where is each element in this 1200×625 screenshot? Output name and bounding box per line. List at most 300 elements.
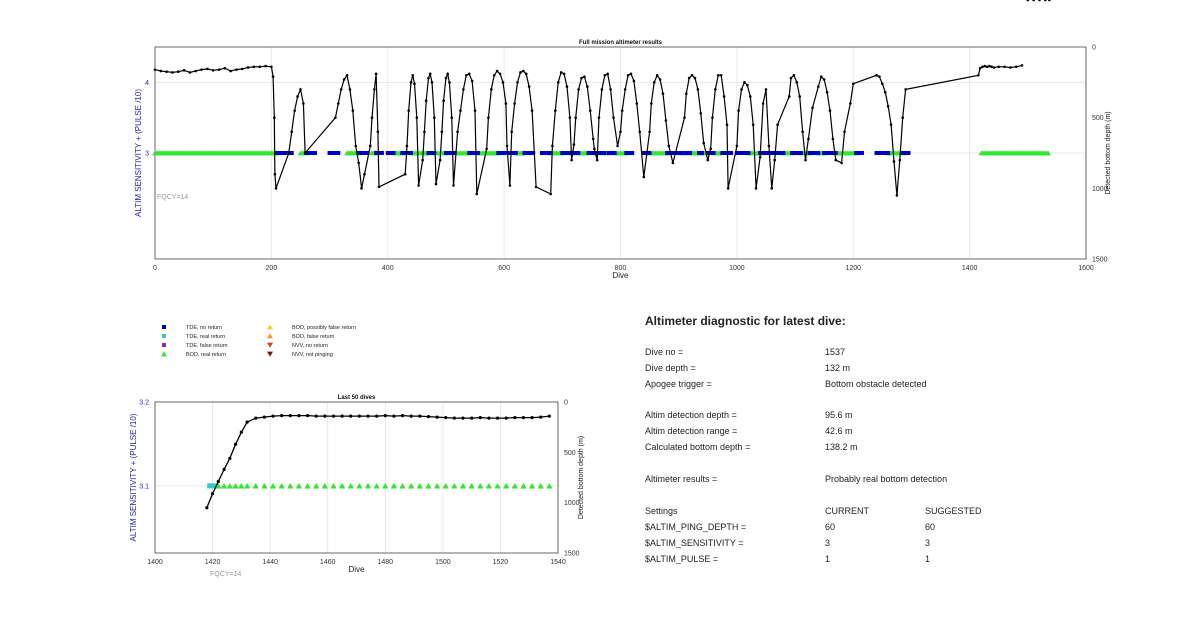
bottom-depth-point: [241, 68, 244, 71]
bottom-depth-point: [413, 82, 416, 85]
x-tick-label: 600: [498, 265, 510, 272]
bottom-depth-point: [302, 102, 305, 105]
diagnostic-panel: [645, 310, 1185, 564]
y-left-axis-label: ALTIM SENSITIVITY + (PULSE /10): [134, 89, 143, 217]
bottom-depth-point: [487, 116, 490, 119]
bottom-depth-point: [441, 131, 444, 134]
bottom-depth-point: [404, 173, 407, 176]
bottom-depth-point: [683, 116, 686, 119]
bottom-depth-point: [435, 183, 438, 186]
bottom-depth-point: [299, 88, 302, 91]
bottom-depth-point: [493, 74, 496, 77]
tde-no-return-marker: [700, 151, 704, 155]
x-tick-label: 1400: [147, 559, 163, 566]
bottom-depth-point: [589, 109, 592, 112]
bottom-depth-point: [433, 116, 436, 119]
bottom-depth-point: [456, 131, 459, 134]
bottom-depth-point: [773, 159, 776, 162]
tde-no-return-marker: [409, 151, 413, 155]
bottom-depth-point: [981, 65, 984, 68]
y-right-axis-label: Detected bottom depth (m): [1105, 111, 1112, 195]
bottom-depth-point: [601, 88, 604, 91]
diag-row: Dive depth = 132 m: [645, 363, 851, 373]
bottom-depth-point: [752, 123, 755, 126]
legend-item: [267, 333, 335, 340]
bottom-depth-point: [790, 77, 793, 80]
legend-label: TDE, no return: [186, 325, 223, 331]
setting-row: $ALTIM_SENSITIVITY = 3 3: [645, 538, 931, 548]
diag-row: Dive no = 1537: [645, 347, 846, 357]
x-tick-label: 800: [614, 265, 627, 272]
bottom-depth-point: [665, 119, 668, 122]
bottom-depth-point: [212, 69, 215, 72]
setting-row: $ALTIM_PING_DEPTH = 60 60: [645, 522, 936, 532]
chart-title: Last 50 dives: [337, 395, 376, 401]
bottom-depth-point: [452, 184, 455, 187]
diag-row: Calculated bottom depth = 138.2 m: [645, 442, 858, 452]
diag-row: Altim detection range = 42.6 m: [645, 426, 853, 436]
bottom-depth-point: [548, 414, 551, 417]
bottom-depth-point: [522, 70, 525, 73]
bottom-depth-point: [598, 116, 601, 119]
bottom-depth-point: [796, 81, 799, 84]
bottom-depth-point: [288, 152, 291, 155]
bottom-depth-point: [997, 65, 1000, 68]
bottom-depth-point: [373, 88, 376, 91]
bottom-depth-point: [165, 70, 168, 73]
full-mission-chart: [0, 0, 1200, 300]
bottom-depth-point: [699, 112, 702, 115]
bottom-depth-point: [528, 85, 531, 88]
bottom-depth-point: [427, 77, 430, 80]
legend-item: [162, 325, 222, 331]
bottom-depth-point: [485, 147, 488, 150]
bottom-depth-point: [557, 81, 560, 84]
legend-item: [267, 343, 328, 349]
bottom-depth-point: [275, 187, 278, 190]
legend-item: [162, 334, 225, 340]
y-left-tick-label: 3: [145, 150, 149, 158]
bottom-depth-point: [896, 194, 899, 197]
bottom-depth-point: [306, 414, 309, 417]
bottom-depth-point: [834, 159, 837, 162]
bottom-depth-point: [499, 73, 502, 76]
bottom-depth-point: [406, 145, 409, 148]
legend-item: [267, 352, 333, 358]
bottom-depth-point: [502, 81, 505, 84]
bottom-depth-point: [290, 131, 293, 134]
bottom-depth-point: [450, 116, 453, 119]
legend-square-icon: [162, 343, 166, 347]
x-tick-label: 1000: [729, 265, 745, 272]
bottom-depth-point: [349, 88, 352, 91]
bottom-depth-point: [354, 145, 357, 148]
x-tick-label: 0: [153, 265, 157, 272]
bottom-depth-point: [496, 417, 499, 420]
bottom-depth-point: [986, 65, 989, 68]
bottom-depth-point: [804, 159, 807, 162]
bottom-depth-point: [884, 91, 887, 94]
bottom-depth-point: [234, 443, 237, 446]
bottom-depth-point: [624, 88, 627, 91]
bottom-depth-point: [648, 131, 651, 134]
bottom-depth-point: [357, 162, 360, 165]
diag-row: Altimeter results = Probably real bottom detection: [645, 474, 948, 484]
bottom-depth-point: [642, 176, 645, 179]
bottom-depth-point: [737, 109, 740, 112]
bottom-depth-point: [720, 74, 723, 77]
tde-no-return-marker: [336, 151, 340, 155]
bottom-depth-point: [247, 66, 250, 69]
tde-no-return-marker: [816, 151, 820, 155]
diagnostic-title: Altimeter diagnostic for latest dive:: [645, 314, 846, 328]
bottom-depth-point: [823, 78, 826, 81]
bottom-depth-point: [416, 116, 419, 119]
bottom-depth-point: [569, 116, 572, 119]
bottom-depth-point: [736, 145, 739, 148]
bottom-depth-point: [224, 67, 227, 70]
bottom-depth-point: [746, 84, 749, 87]
bottom-depth-point: [427, 415, 430, 418]
bottom-depth-point: [272, 75, 275, 78]
bottom-depth-point: [346, 74, 349, 77]
x-tick-label: 1520: [492, 559, 509, 566]
tde-no-return-marker: [886, 151, 890, 155]
y-right-axis-label: Detected bottom depth (m): [578, 435, 585, 520]
x-tick-label: 1540: [550, 559, 566, 566]
bottom-depth-point: [516, 81, 519, 84]
y-right-tick-label: 500: [1092, 115, 1104, 123]
bottom-depth-point: [369, 145, 372, 148]
bottom-depth-point: [749, 95, 752, 98]
bottom-depth-point: [274, 173, 277, 176]
legend-label: TDE, false return: [186, 343, 228, 349]
bottom-depth-point: [519, 71, 522, 74]
bottom-depth-point: [358, 414, 361, 417]
legend-triangle-icon: [267, 343, 273, 348]
bottom-depth-point: [505, 102, 508, 105]
bottom-depth-point: [401, 414, 404, 417]
bottom-depth-point: [378, 186, 381, 189]
bottom-depth-point: [811, 106, 814, 109]
bottom-depth-point: [904, 88, 907, 91]
y-right-tick-label: 0: [1092, 44, 1096, 52]
x-tick-label: 1600: [1078, 265, 1094, 272]
bottom-depth-point: [793, 74, 796, 77]
bottom-depth-point: [343, 78, 346, 81]
legend-triangle-icon: [267, 324, 273, 329]
bottom-depth-point: [235, 68, 238, 71]
bottom-depth-point: [211, 492, 214, 495]
bottom-depth-point: [740, 88, 743, 91]
legend-label: NVV, not pinging: [292, 352, 333, 358]
bottom-depth-point: [222, 468, 225, 471]
bottom-depth-point: [685, 92, 688, 95]
bottom-depth-point: [592, 138, 595, 141]
bottom-depth-point: [522, 416, 525, 419]
legend-triangle-icon: [161, 351, 167, 356]
bottom-depth-point: [431, 81, 434, 84]
bottom-depth-point: [228, 457, 231, 460]
bottom-depth-point: [461, 417, 464, 420]
x-axis-label: Dive: [348, 565, 365, 574]
bottom-depth-point: [993, 66, 996, 69]
bottom-depth-point: [509, 184, 512, 187]
legend-triangle-icon: [267, 333, 273, 338]
bottom-depth-point: [539, 416, 542, 419]
bottom-depth-point: [496, 70, 499, 73]
bottom-depth-point: [801, 131, 804, 134]
bottom-depth-point: [448, 81, 451, 84]
bottom-depth-point: [470, 417, 473, 420]
bottom-depth-point: [340, 88, 343, 91]
diag-row: Apogee trigger = Bottom obstacle detected: [645, 379, 927, 389]
bottom-depth-point: [459, 109, 462, 112]
tde-no-return-marker: [630, 151, 634, 155]
legend-label: TDE, real return: [186, 334, 226, 340]
bottom-depth-point: [566, 85, 569, 88]
bottom-depth-point: [1021, 64, 1024, 67]
bottom-depth-point: [723, 95, 726, 98]
bottom-depth-point: [612, 116, 615, 119]
bottom-depth-point: [726, 123, 729, 126]
bottom-depth-point: [392, 414, 395, 417]
bottom-depth-point: [263, 416, 266, 419]
bottom-depth-point: [979, 67, 982, 70]
x-tick-label: 1400: [961, 265, 978, 272]
bottom-depth-point: [332, 414, 335, 417]
bottom-depth-point: [183, 69, 186, 72]
bottom-depth-point: [1038, 0, 1041, 1]
bottom-depth-point: [977, 74, 980, 77]
bottom-depth-point: [360, 187, 363, 190]
tde-no-return-marker: [688, 151, 692, 155]
bottom-depth-point: [843, 131, 846, 134]
bottom-depth-point: [341, 414, 344, 417]
bottom-depth-point: [887, 105, 890, 108]
bottom-depth-point: [177, 70, 180, 73]
y-left-tick-label: 4: [145, 79, 149, 87]
bottom-depth-point: [672, 162, 675, 165]
bottom-depth-point: [439, 159, 442, 162]
bottom-depth-point: [270, 65, 273, 68]
bottom-depth-point: [337, 102, 340, 105]
bottom-depth-point: [506, 145, 509, 148]
tde-no-return-marker: [712, 151, 716, 155]
bottom-depth-point: [474, 109, 477, 112]
bottom-depth-point: [549, 193, 552, 196]
bottom-depth-point: [619, 131, 622, 134]
bottom-depth-point: [410, 81, 413, 84]
y-left-tick-label: 3.2: [139, 399, 149, 407]
y-right-tick-label: 500: [564, 449, 576, 457]
bottom-depth-point: [688, 77, 691, 80]
setting-row: $ALTIM_PULSE = 1 1: [645, 554, 931, 564]
last-50-dives-chart: [0, 385, 620, 625]
y-left-axis-label: ALTIM SENSITIVITY + (PULSE /10): [129, 413, 138, 542]
bottom-depth-point: [1032, 0, 1035, 1]
bottom-depth-point: [875, 74, 878, 77]
bottom-depth-point: [375, 73, 378, 76]
tde-no-return-marker: [648, 151, 652, 155]
bottom-depth-point: [603, 74, 606, 77]
chart-title: Full mission altimeter results: [578, 40, 663, 46]
fqcy-annotation: FQCY=14: [210, 571, 242, 578]
tde-no-return-marker: [799, 151, 803, 155]
bottom-depth-point: [832, 138, 835, 141]
y-left-tick-label: 3.1: [139, 483, 149, 491]
bottom-depth-point: [417, 184, 420, 187]
bottom-depth-point: [798, 95, 801, 98]
bottom-depth-point: [709, 147, 712, 150]
legend-item: [162, 343, 228, 349]
bottom-depth-point: [650, 102, 653, 105]
bottom-depth-point: [429, 73, 432, 76]
bottom-depth-point: [881, 82, 884, 85]
tde-no-return-marker: [392, 151, 396, 155]
tde-no-return-marker: [680, 151, 684, 155]
bottom-depth-point: [714, 88, 717, 91]
bottom-depth-point: [366, 414, 369, 417]
x-tick-label: 400: [381, 265, 394, 272]
tde-no-return-marker: [907, 151, 911, 155]
bottom-depth-point: [418, 414, 421, 417]
y-right-tick-label: 1000: [1092, 185, 1108, 193]
bottom-depth-point: [217, 480, 220, 483]
bottom-depth-point: [849, 102, 852, 105]
bottom-depth-point: [154, 68, 157, 71]
x-tick-label: 1500: [435, 559, 451, 566]
tde-no-return-marker: [380, 151, 384, 155]
bottom-depth-point: [490, 88, 493, 91]
bottom-depth-point: [829, 109, 832, 112]
bottom-depth-point: [893, 160, 896, 163]
bottom-depth-point: [436, 416, 439, 419]
bottom-depth-point: [1027, 0, 1030, 1]
bottom-depth-point: [755, 187, 758, 190]
bottom-depth-point: [171, 71, 174, 74]
bottom-depth-point: [630, 73, 633, 76]
bottom-depth-point: [717, 74, 720, 77]
legend-label: BOD, false return: [292, 334, 335, 340]
bottom-depth-point: [189, 71, 192, 74]
bottom-depth-point: [638, 131, 641, 134]
bottom-depth-point: [487, 417, 490, 420]
bottom-depth-point: [616, 145, 619, 148]
bottom-depth-point: [662, 92, 665, 95]
bottom-depth-point: [635, 102, 638, 105]
bottom-depth-point: [200, 68, 203, 71]
bottom-depth-point: [627, 74, 630, 77]
bottom-depth-point: [633, 80, 636, 83]
bottom-depth-point: [694, 77, 697, 80]
bottom-depth-point: [462, 88, 465, 91]
bottom-depth-point: [531, 109, 534, 112]
bottom-depth-point: [988, 65, 991, 68]
bottom-depth-point: [606, 73, 609, 76]
bottom-depth-point: [363, 173, 366, 176]
plot-area: [155, 402, 558, 553]
bottom-depth-point: [759, 156, 762, 159]
bottom-depth-point: [653, 81, 656, 84]
x-tick-label: 1480: [377, 559, 394, 566]
bottom-depth-point: [304, 152, 307, 155]
bottom-depth-point: [293, 109, 296, 112]
legend-label: BOD, possibly false return: [292, 325, 356, 331]
bottom-depth-point: [254, 417, 257, 420]
bottom-depth-point: [573, 143, 576, 146]
bottom-depth-point: [743, 81, 746, 84]
tde-no-return-marker: [860, 151, 864, 155]
bottom-depth-point: [468, 73, 471, 76]
bottom-depth-point: [273, 116, 276, 119]
tde-no-return-marker: [576, 151, 580, 155]
bottom-depth-point: [315, 414, 318, 417]
legend-square-icon: [162, 325, 166, 329]
bottom-depth-point: [1009, 66, 1012, 69]
bottom-depth-point: [697, 88, 700, 91]
bottom-depth-point: [583, 75, 586, 78]
x-axis-label: Dive: [612, 271, 629, 280]
bottom-depth-point: [563, 73, 566, 76]
legend-label: BOD, real return: [186, 352, 227, 358]
bottom-depth-point: [1003, 65, 1006, 68]
bottom-depth-point: [297, 414, 300, 417]
bottom-depth-point: [280, 414, 283, 417]
tde-no-return-marker: [781, 151, 785, 155]
x-tick-label: 1460: [319, 559, 336, 566]
bottom-depth-point: [667, 145, 670, 148]
legend-label: NVV, no return: [292, 343, 328, 349]
bottom-depth-point: [706, 159, 709, 162]
bottom-depth-point: [554, 109, 557, 112]
bottom-depth-point: [205, 506, 208, 509]
bottom-depth-point: [442, 99, 445, 102]
bottom-depth-point: [218, 68, 221, 71]
bottom-depth-point: [513, 102, 516, 105]
bottom-depth-point: [453, 417, 456, 420]
x-tick-label: 1200: [845, 265, 862, 272]
bottom-depth-point: [593, 147, 596, 150]
bottom-depth-point: [852, 82, 855, 85]
bottom-depth-point: [551, 145, 554, 148]
bottom-depth-point: [349, 414, 352, 417]
tde-no-return-marker: [747, 151, 751, 155]
bottom-depth-point: [289, 414, 292, 417]
bottom-depth-point: [411, 74, 414, 77]
bottom-depth-point: [479, 416, 482, 419]
bottom-depth-point: [765, 88, 768, 91]
bottom-depth-point: [334, 116, 337, 119]
bottom-depth-point: [253, 65, 256, 68]
bottom-depth-point: [817, 85, 820, 88]
bottom-depth-point: [1015, 65, 1018, 68]
bottom-depth-point: [258, 65, 261, 68]
tde-no-return-marker: [514, 151, 518, 155]
bottom-depth-point: [580, 77, 583, 80]
bottom-depth-point: [525, 73, 528, 76]
bottom-depth-point: [1044, 0, 1047, 1]
bottom-depth-point: [421, 159, 424, 162]
bottom-depth-point: [352, 109, 355, 112]
bottom-depth-point: [465, 74, 468, 77]
bottom-depth-point: [691, 74, 694, 77]
bottom-depth-point: [878, 75, 881, 78]
bottom-depth-point: [586, 85, 589, 88]
bottom-depth-point: [513, 416, 516, 419]
bottom-depth-point: [445, 77, 448, 80]
bottom-depth-point: [899, 159, 902, 162]
